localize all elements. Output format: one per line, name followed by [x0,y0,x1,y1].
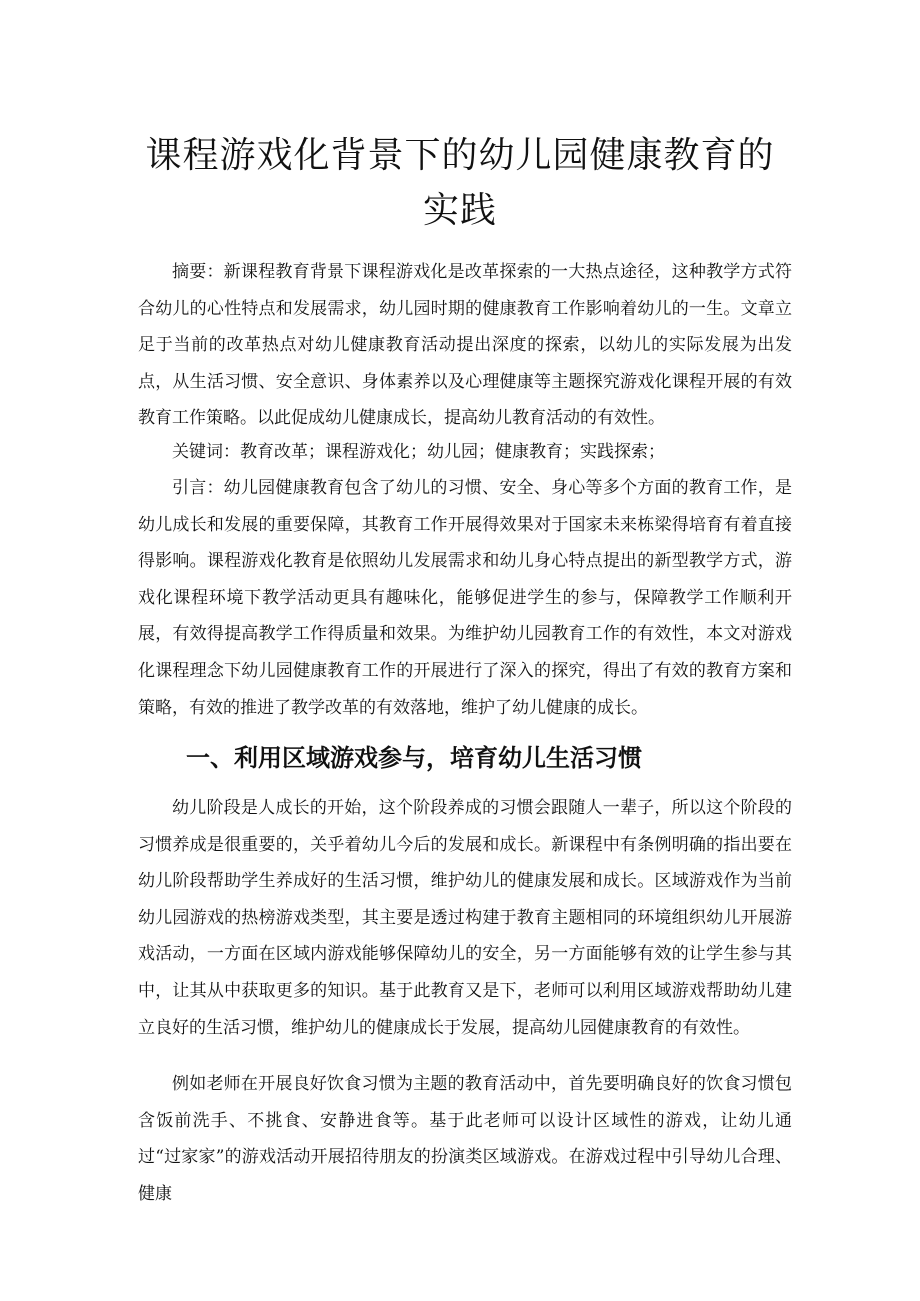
keywords-paragraph: 关键词：教育改革；课程游戏化；幼儿园；健康教育；实践探索； [172,442,665,462]
abstract-paragraph: 摘要：新课程教育背景下课程游戏化是改革探索的一大热点途径，这种教学方式符合幼儿的心性特点和发展需求，幼儿园时期的健康教育工作影响着幼儿的一生。文章立足于当前的改革热点对幼儿健康教育活动提出深度的探索，以幼儿的实际发展为出发点，从生活习惯、安全意识、身体素养以及心理健康等主题探究游戏化课程开展的有效教育工作策略。以此促成幼儿健康成长，提高幼儿教育活动的有效性。 [138,262,792,429]
section-paragraph-example: 例如老师在开展良好饮食习惯为主题的教育活动中，首先要明确良好的饮食习惯包含饭前洗手、不挑食、安静进食等。基于此老师可以设计区域性的游戏，让幼儿通过“过家家”的游戏活动开展招待朋友的扮演类区域游戏。在游戏过程中引导幼儿合理、健康 [138,1074,792,1204]
section-paragraph: 幼儿阶段是人成长的开始，这个阶段养成的习惯会跟随人一辈子，所以这个阶段的习惯养成是很重要的，关乎着幼儿今后的发展和成长。新课程中有条例明确的指出要在幼儿阶段帮助学生养成好的生活习惯，维护幼儿的健康发展和成长。区域游戏作为当前幼儿园游戏的热榜游戏类型，其主要是透过构建于教育主题相同的环境组织幼儿开展游戏活动，一方面在区域内游戏能够保障幼儿的安全，另一方面能够有效的让学生参与其中，让其从中获取更多的知识。基于此教育又是下，老师可以利用区域游戏帮助幼儿建立良好的生活习惯，维护幼儿的健康成长于发展，提高幼儿园健康教育的有效性。 [138,798,792,1038]
introduction-paragraph: 引言：幼儿园健康教育包含了幼儿的习惯、安全、身心等多个方面的教育工作，是幼儿成长和发展的重要保障，其教育工作开展得效果对于国家未来栋梁得培育有着直接得影响。课程游戏化教育是依照幼儿发展需求和幼儿身心特点提出的新型教学方式，游戏化课程环境下教学活动更具有趣味化，能够促进学生的参与，保障教学工作顺利开展，有效得提高教学工作得质量和效果。为维护幼儿园教育工作的有效性，本文对游戏化课程理念下幼儿园健康教育工作的开展进行了深入的探究，得出了有效的教育方案和策略，有效的推进了教学改革的有效落地，维护了幼儿健康的成长。 [138,478,792,718]
document-title: 课程游戏化背景下的幼儿园健康教育的实践 [145,135,775,231]
section-heading: 一、利用区域游戏参与，培育幼儿生活习惯 [186,744,642,772]
